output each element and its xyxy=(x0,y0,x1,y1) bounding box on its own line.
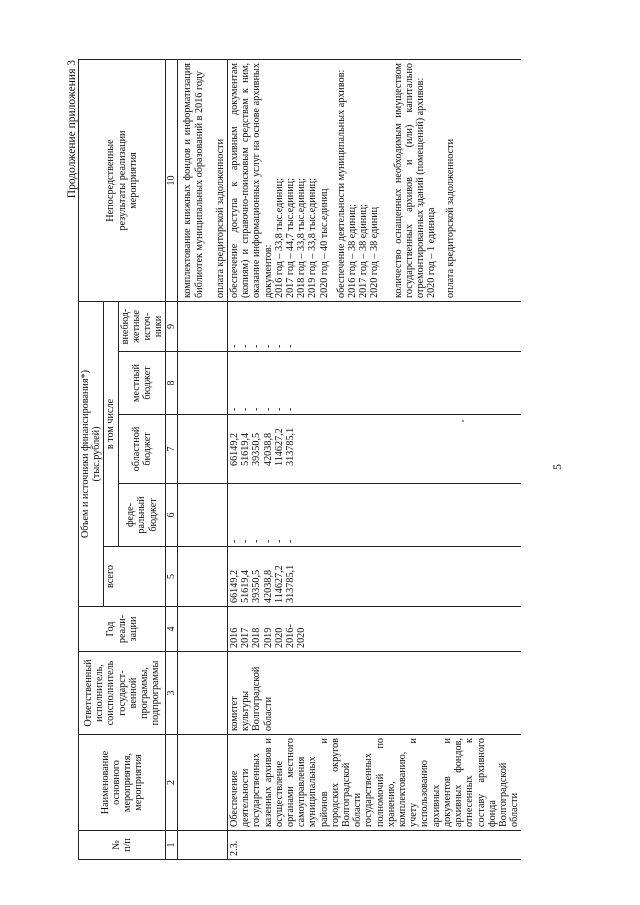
column-number: 2 xyxy=(166,735,178,831)
local-value: - xyxy=(240,407,252,411)
federal-value: - xyxy=(229,539,241,543)
extra-list xyxy=(228,302,522,352)
header-in-that-number: в том числе xyxy=(104,302,118,547)
regional-value: 114627,2 xyxy=(273,428,285,466)
extra-value: - xyxy=(251,344,263,348)
carry-over-row xyxy=(178,60,228,860)
total-value: 66149,2 xyxy=(229,569,241,603)
column-numbers-row xyxy=(166,60,178,860)
results-cell xyxy=(228,60,522,302)
header-activity-name: Наименование основного мероприятия, мероприятия xyxy=(79,735,166,831)
total-value: 51619,4 xyxy=(240,569,252,603)
extra-value: - xyxy=(229,344,241,348)
page-number: 5 xyxy=(550,464,564,470)
year-value: 2016-2020 xyxy=(285,624,308,648)
header-total: всего xyxy=(104,547,166,607)
local-value: - xyxy=(251,407,263,411)
extra-value: - xyxy=(273,344,285,348)
federal-value: - xyxy=(285,539,297,543)
result-municipal-archives-line: обеспечение деятельности муниципальных архивов: 2016 год – 38 единиц; 2017 год – 38 единиц; 2020 год – 38 единиц xyxy=(335,69,381,298)
header-regional-budget: областной бюджет xyxy=(118,415,166,484)
extra-value: - xyxy=(285,344,297,348)
regional-value: 51619,4 xyxy=(240,432,252,466)
total-value: 39350,5 xyxy=(251,569,263,603)
header-local-budget: местный бюджет xyxy=(118,352,166,415)
local-list xyxy=(228,352,522,415)
federal-list xyxy=(228,484,522,547)
table-row xyxy=(228,60,522,860)
federal-value: - xyxy=(262,539,274,543)
regional-value: 313785,1 xyxy=(285,427,297,466)
carry-over-result-line: оплата кредиторской задолженности xyxy=(214,138,226,298)
row-number: 2.3. xyxy=(228,831,522,860)
rotated-landscape-content xyxy=(66,60,636,860)
column-number: 4 xyxy=(166,607,178,652)
column-number: 5 xyxy=(166,547,178,607)
header-financing: Объем и источники финансирования*) (тыс.рублей) xyxy=(79,302,104,607)
result-equipped-archives-line: количество оснащенных необходимым имуществом государственных архивов и (или) капитально отремонтированных зданий (помещений) архивов: 2020 год – 1 единица xyxy=(392,63,438,298)
total-value: 114627,2 xyxy=(273,565,285,603)
year-value: 2016 xyxy=(229,627,241,648)
header-row-number: № п/п xyxy=(79,831,166,860)
regional-value: 39350,5 xyxy=(251,432,263,466)
result-access-line: обеспечение доступа к архивным документам (копиям) и справочно-поисковым средствам к ним, оказание информационных услуг на основе архивных документов: 2016 год – 33,8 тыс.единиц; 2017 год – 44,7 тыс.единиц; 2018 год – 33,8 тыс.единиц; 2019 год – 33,8 тыс.единиц; 2020 год – 40 тыс.единиц xyxy=(229,63,330,298)
result-debt-line: оплата кредиторской задолженности xyxy=(445,138,457,298)
year-value: 2017 xyxy=(240,627,252,648)
local-value: - xyxy=(262,407,274,411)
scan-speck xyxy=(462,420,464,422)
column-number: 8 xyxy=(166,352,178,415)
year-list xyxy=(228,607,522,652)
local-value: - xyxy=(273,407,285,411)
activity-name: Обеспечение деятельности государственных казенных архивов и осуществление органами местного самоуправления муниципальных районов и городских округов Волгоградской области государственных полномочий по хранению, комплектованию, учету и использованию архивных документов и архивных фондов, отнесенных к составу архивного фонда Волгоградской области xyxy=(228,735,522,831)
header-executor: Ответственный исполнитель, соисполнитель государст- венной программы, подпрограммы xyxy=(79,652,166,735)
appendix-continuation-label: Продолжение приложения 3 xyxy=(66,60,78,199)
federal-value: - xyxy=(251,539,263,543)
header-results: Непосредственные результаты реализации мероприятия xyxy=(79,60,166,302)
header-year: Год реали- зации xyxy=(79,607,166,652)
executor-name: комитет культуры Волгоградской области xyxy=(228,652,522,735)
column-number: 6 xyxy=(166,484,178,547)
column-number: 10 xyxy=(166,60,178,302)
extra-value: - xyxy=(262,344,274,348)
regional-value: 42038,8 xyxy=(262,432,274,466)
total-list xyxy=(228,547,522,607)
column-number: 9 xyxy=(166,302,178,352)
year-value: 2020 xyxy=(273,627,285,648)
column-number: 1 xyxy=(166,831,178,860)
column-number: 7 xyxy=(166,415,178,484)
extra-value: - xyxy=(240,344,252,348)
year-value: 2019 xyxy=(262,627,274,648)
federal-value: - xyxy=(273,539,285,543)
total-value: 313785,1 xyxy=(285,564,297,603)
regional-list xyxy=(228,415,522,484)
header-federal-budget: феде- ральный бюджет xyxy=(118,484,166,547)
column-number: 3 xyxy=(166,652,178,735)
local-value: - xyxy=(229,407,241,411)
total-value: 42038,8 xyxy=(262,569,274,603)
federal-value: - xyxy=(240,539,252,543)
regional-value: 66149,2 xyxy=(229,432,241,466)
header-extrabudgetary: внебюд- жетные источ- ники xyxy=(118,302,166,352)
year-value: 2018 xyxy=(251,627,263,648)
local-value: - xyxy=(285,407,297,411)
carry-over-result-line: комплектование книжных фондов и информатизация библиотек муниципальных образований в 2016 году xyxy=(182,63,205,298)
program-activities-table xyxy=(78,59,521,860)
